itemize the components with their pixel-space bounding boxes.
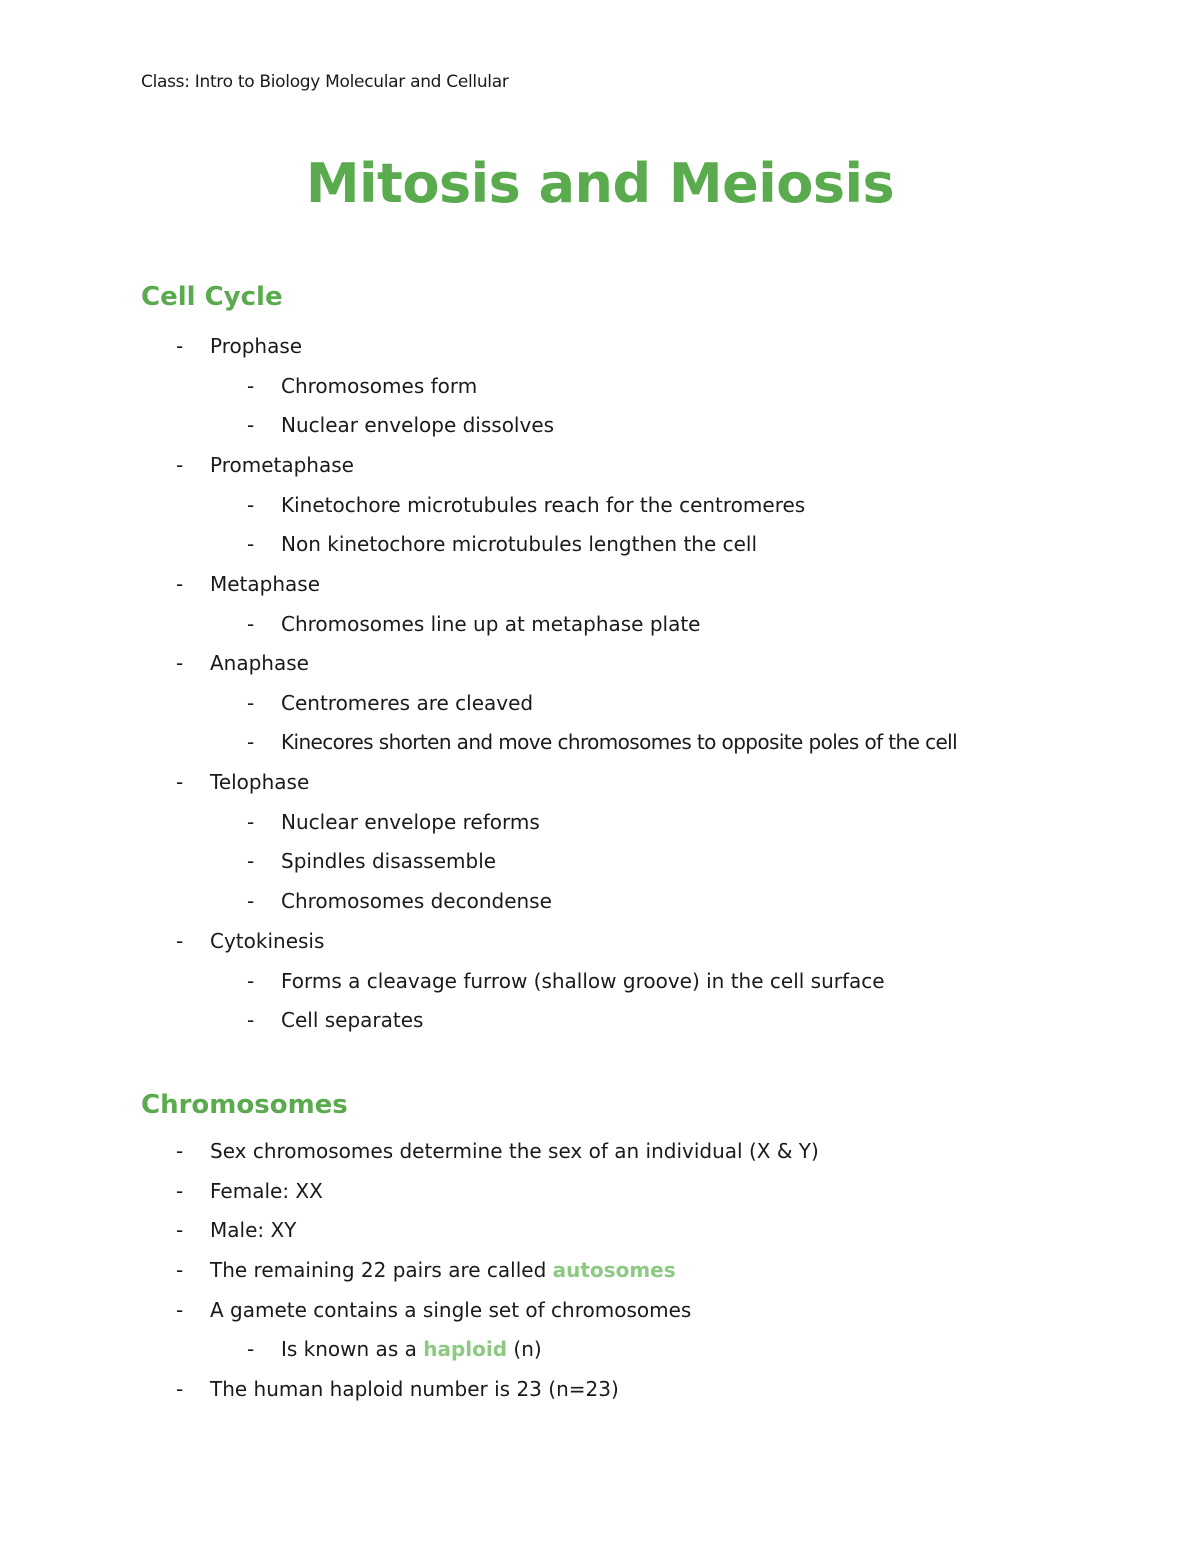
phase-name: Cytokinesis bbox=[210, 929, 325, 953]
item-text-part: Is known as a bbox=[281, 1337, 424, 1361]
bullet-dash: - bbox=[176, 1377, 184, 1401]
bullet-dash: - bbox=[247, 849, 255, 873]
detail-text: Centromeres are cleaved bbox=[281, 691, 534, 715]
bullet-dash: - bbox=[247, 889, 255, 913]
phase-name: Telophase bbox=[210, 770, 310, 794]
detail-text: Chromosomes form bbox=[281, 374, 478, 398]
detail-text: Nuclear envelope dissolves bbox=[281, 413, 555, 437]
phase-name: Prometaphase bbox=[210, 453, 354, 477]
item-text: The human haploid number is 23 (n=23) bbox=[210, 1377, 619, 1401]
bullet-dash: - bbox=[247, 374, 255, 398]
bullet-dash: - bbox=[176, 1218, 184, 1242]
item-text: A gamete contains a single set of chromosomes bbox=[210, 1298, 692, 1322]
bullet-dash: - bbox=[247, 532, 255, 556]
item-text: Sex chromosomes determine the sex of an individual (X & Y) bbox=[210, 1139, 819, 1163]
bullet-dash: - bbox=[247, 691, 255, 715]
bullet-dash: - bbox=[247, 493, 255, 517]
detail-text: Kinecores shorten and move chromosomes to opposite poles of the cell bbox=[281, 730, 958, 754]
item-text: Female: XX bbox=[210, 1179, 323, 1203]
bullet-dash: - bbox=[176, 770, 184, 794]
bullet-dash: - bbox=[247, 413, 255, 437]
detail-text: Kinetochore microtubules reach for the centromeres bbox=[281, 493, 806, 517]
detail-text: Cell separates bbox=[281, 1008, 424, 1032]
class-label: Class: Intro to Biology Molecular and Cellular bbox=[141, 72, 509, 92]
bullet-dash: - bbox=[247, 1008, 255, 1032]
item-text bbox=[210, 1256, 676, 1284]
section-heading-chromosomes: Chromosomes bbox=[141, 1090, 348, 1120]
document-title: Mitosis and Meiosis bbox=[305, 152, 895, 215]
bullet-dash: - bbox=[176, 1139, 184, 1163]
phase-name: Metaphase bbox=[210, 572, 321, 596]
item-text-part: (n) bbox=[507, 1337, 542, 1361]
detail-text: Spindles disassemble bbox=[281, 849, 497, 873]
item-text: Male: XY bbox=[210, 1218, 297, 1242]
bullet-dash: - bbox=[176, 453, 184, 477]
detail-text: Forms a cleavage furrow (shallow groove) in the cell surface bbox=[281, 969, 885, 993]
highlighted-term-autosomes: autosomes bbox=[552, 1258, 676, 1282]
bullet-dash: - bbox=[247, 810, 255, 834]
bullet-dash: - bbox=[176, 572, 184, 596]
bullet-dash: - bbox=[176, 1179, 184, 1203]
bullet-dash: - bbox=[176, 334, 184, 358]
section-heading-cell-cycle: Cell Cycle bbox=[141, 282, 283, 312]
bullet-dash: - bbox=[247, 1337, 255, 1361]
detail-text: Non kinetochore microtubules lengthen the cell bbox=[281, 532, 758, 556]
item-text-part: The remaining 22 pairs are called bbox=[210, 1258, 553, 1282]
highlighted-term-haploid: haploid bbox=[423, 1337, 508, 1361]
bullet-dash: - bbox=[247, 969, 255, 993]
phase-name: Prophase bbox=[210, 334, 303, 358]
detail-text: Chromosomes line up at metaphase plate bbox=[281, 612, 701, 636]
bullet-dash: - bbox=[176, 1258, 184, 1282]
bullet-dash: - bbox=[247, 730, 255, 754]
bullet-dash: - bbox=[176, 1298, 184, 1322]
detail-text: Nuclear envelope reforms bbox=[281, 810, 540, 834]
bullet-dash: - bbox=[176, 929, 184, 953]
detail-text: Chromosomes decondense bbox=[281, 889, 552, 913]
bullet-dash: - bbox=[247, 612, 255, 636]
detail-text bbox=[281, 1335, 542, 1363]
bullet-dash: - bbox=[176, 651, 184, 675]
phase-name: Anaphase bbox=[210, 651, 309, 675]
